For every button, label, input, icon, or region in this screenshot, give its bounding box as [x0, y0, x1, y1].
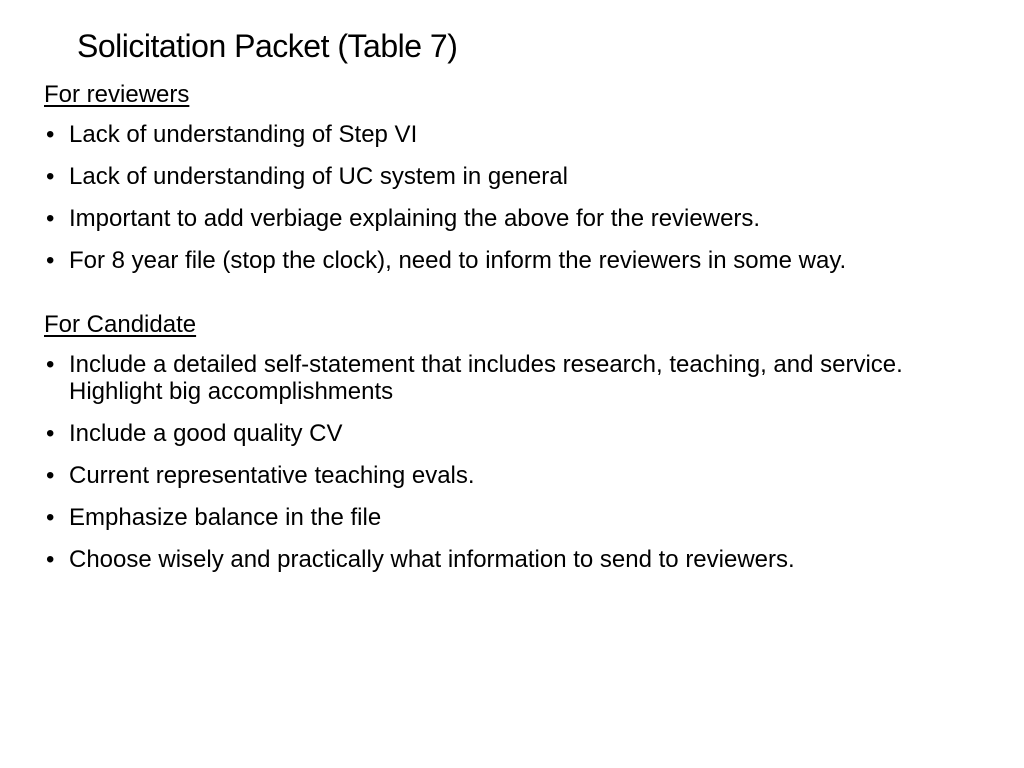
bullet-icon: •: [46, 351, 55, 378]
list-item-text: Lack of understanding of UC system in general: [69, 163, 568, 190]
list-item: [44, 205, 984, 232]
list-item-text: Current representative teaching evals.: [69, 462, 475, 489]
bullet-icon: •: [46, 163, 55, 190]
list-item-text: Choose wisely and practically what information to send to reviewers.: [69, 546, 795, 573]
list-item: [44, 420, 984, 447]
bullet-icon: •: [46, 247, 55, 274]
list-item: [44, 163, 984, 190]
slide-title: Solicitation Packet (Table 7): [77, 28, 458, 64]
list-item-text: Lack of understanding of Step VI: [69, 121, 418, 148]
list-item: [44, 351, 984, 405]
section-heading: For Candidate: [44, 311, 197, 338]
list-item: [44, 462, 984, 489]
list-item: [44, 504, 984, 531]
section-reviewers: [44, 80, 984, 274]
slide-content: [44, 80, 984, 573]
bullet-icon: •: [46, 121, 55, 148]
list-item-text: For 8 year file (stop the clock), need to inform the reviewers in some way.: [69, 247, 847, 274]
section-candidate: [44, 310, 984, 573]
bullet-icon: •: [46, 546, 55, 573]
bullet-icon: •: [46, 504, 55, 531]
bullet-icon: •: [46, 205, 55, 232]
bullet-list: [44, 121, 984, 274]
list-item-text: Include a detailed self-statement that includes research, teaching, and service. Highlight big accomplishments: [69, 351, 903, 405]
list-item: [44, 247, 984, 274]
list-item: [44, 546, 984, 573]
section-heading: For reviewers: [44, 81, 190, 108]
bullet-icon: •: [46, 462, 55, 489]
list-item-text: Emphasize balance in the file: [69, 504, 382, 531]
list-item-text: Important to add verbiage explaining the above for the reviewers.: [69, 205, 761, 232]
bullet-list: [44, 351, 984, 573]
bullet-icon: •: [46, 420, 55, 447]
list-item: [44, 121, 984, 148]
list-item-text: Include a good quality CV: [69, 420, 343, 447]
